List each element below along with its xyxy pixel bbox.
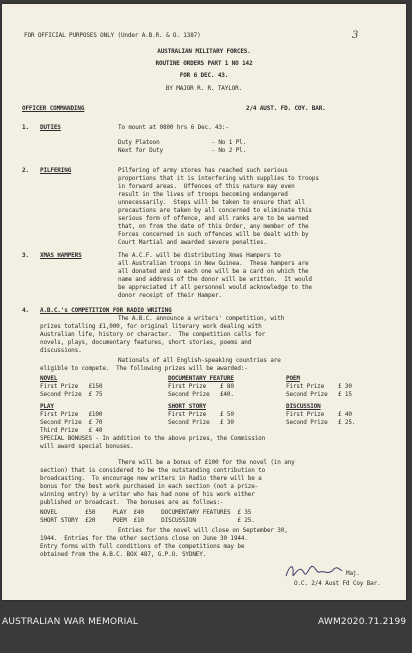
section-line: precautions are taken by all concerned to eliminate this bbox=[118, 207, 312, 214]
section-title: DUTIES bbox=[40, 124, 61, 131]
bonus-line: SHORT STORY £20 POEM £10 DISCUSSION £ 25. bbox=[40, 517, 255, 524]
section-line: in forward areas. Offences of this nature may even bbox=[118, 183, 295, 190]
section-line: novels, plays, documentary features, short stories, poems and bbox=[40, 339, 252, 346]
signature-rank: Maj. bbox=[346, 570, 360, 577]
prize-category: DISCUSSION bbox=[286, 403, 321, 410]
signature-title: O.C. 2/4 Aust Fd Coy Bar. bbox=[294, 580, 381, 587]
prize-row: First Prize £ 40 bbox=[286, 411, 352, 418]
signature-scribble bbox=[284, 560, 344, 582]
section-line: Australian life, history or character. The competition calls for bbox=[40, 331, 266, 338]
prize-row: Second Prize £ 30 bbox=[168, 419, 234, 426]
section-line: unnecessarily. Steps will be taken to ensure that all bbox=[118, 199, 305, 206]
section-number: 1. bbox=[22, 124, 29, 131]
prize-row: First Prize £100 bbox=[40, 411, 103, 418]
orders-title: ROUTINE ORDERS PART 1 NO 142 bbox=[155, 60, 253, 67]
bonus-line: NOVEL £50 PLAY £40 DOCUMENTARY FEATURES £ 35 bbox=[40, 509, 252, 516]
prize-category: DOCUMENTARY FEATURE bbox=[168, 375, 234, 382]
section-line: that, on from the date of this Order, any member of the bbox=[118, 223, 309, 230]
section-line: prizes totalling £1,000, for original literary work dealing with bbox=[40, 323, 262, 330]
prize-row: Third Prize £ 40 bbox=[40, 427, 103, 434]
closing-paragraph: Entries for the novel will close on September 30, bbox=[118, 527, 288, 534]
section-line: name and address of the donor will be written. It would bbox=[118, 276, 312, 283]
section-title: PILFERING bbox=[40, 167, 72, 174]
prize-row: Second Prize £ 15 bbox=[286, 391, 352, 398]
section-line: eligible to compete. The following prizes will be awarded:- bbox=[40, 365, 248, 372]
special-bonuses: SPECIAL BONUSES - In addition to the above prizes, the Commission bbox=[40, 435, 266, 442]
bonus-paragraph: winning entry) by a writer who has had none of his work either bbox=[40, 491, 255, 498]
prize-row: Second Prize £ 75 bbox=[40, 391, 103, 398]
force-title: AUSTRALIAN MILITARY FORCES. bbox=[157, 48, 251, 55]
closing-paragraph: obtained from the A.B.C. BOX 487, G.P.O. SYDNEY. bbox=[40, 551, 207, 558]
section-line: The A.B.C. announce a writers' competition, with bbox=[118, 315, 285, 322]
officer-commanding: OFFICER COMMANDING bbox=[22, 105, 85, 112]
closing-paragraph: Entry forms with full conditions of the competitions may be bbox=[40, 543, 245, 550]
section-line: be appreciated if all personnel would acknowledge to the bbox=[118, 284, 312, 291]
header-note: FOR OFFICIAL PURPOSES ONLY (Under A.B.R. & O. 1387) bbox=[24, 32, 201, 39]
section-line: donor receipt of their Hamper. bbox=[118, 292, 222, 299]
prize-row: Second Prize £ 25. bbox=[286, 419, 356, 426]
section-line: discussions. bbox=[40, 347, 82, 354]
footer-source: AUSTRALIAN WAR MEMORIAL bbox=[2, 617, 139, 627]
section-line: The A.C.F. will be distributing Xmas Hampers to bbox=[118, 252, 281, 259]
prize-row: First Prize £ 80 bbox=[168, 383, 234, 390]
footer-bar bbox=[0, 605, 412, 653]
prize-row: Second Prize £ 70 bbox=[40, 419, 103, 426]
section-line: Court Martial and awarded severe penalties. bbox=[118, 239, 267, 246]
section-line: proportions that it is interfering with supplies to troops bbox=[118, 175, 319, 182]
section-line: Pilfering of army stores has reached such serious bbox=[118, 167, 288, 174]
document-page bbox=[2, 4, 406, 600]
prize-row: Second Prize £40. bbox=[168, 391, 234, 398]
orders-date: FOR 6 DEC. 43. bbox=[179, 72, 229, 79]
section-line: serious form of offence, and all ranks are to be warned bbox=[118, 215, 309, 222]
section-line: Next for Duty - No 2 Pl. bbox=[118, 147, 247, 154]
prize-category: PLAY bbox=[40, 403, 54, 410]
section-line: result in the lives of troops becoming endangered bbox=[118, 191, 288, 198]
section-number: 2. bbox=[22, 167, 29, 174]
section-line: Forces concerned in such offences will be dealt with by bbox=[118, 231, 309, 238]
bonus-paragraph: There will be a bonus of £100 for the novel (in any bbox=[118, 459, 295, 466]
bonus-paragraph: broadcasting. To encourage new writers in Radio there will be a bbox=[40, 475, 262, 482]
prize-row: First Prize £ 50 bbox=[168, 411, 234, 418]
section-number: 3. bbox=[22, 252, 29, 259]
bonus-paragraph: published or broadcast. The bonuses are as follows:- bbox=[40, 499, 224, 506]
prize-category: POEM bbox=[286, 375, 300, 382]
bonus-paragraph: bonus for the best work purchased in each section (not a prize- bbox=[40, 483, 259, 490]
section-title: XMAS HAMPERS bbox=[40, 252, 82, 259]
section-line: Duty Platoon - No 1 Pl. bbox=[118, 139, 247, 146]
section-line: all donated and in each one will be a card on which the bbox=[118, 268, 309, 275]
prize-category: NOVEL bbox=[40, 375, 58, 382]
section-line: all Australian troops in New Guinea. These hampers are bbox=[118, 260, 309, 267]
section-line: To mount at 0800 hrs 6 Dec. 43:- bbox=[118, 124, 229, 131]
page-number: 3 bbox=[352, 30, 359, 41]
prize-row: First Prize £ 30 bbox=[286, 383, 352, 390]
unit-heading: 2/4 AUST. FD. COY. BAR. bbox=[246, 105, 326, 112]
bonus-paragraph: section) that is considered to be the outstanding contribution to bbox=[40, 467, 266, 474]
section-line: Nationals of all English-speaking countries are bbox=[118, 357, 281, 364]
footer-accession: AWM2020.71.2199 bbox=[318, 617, 407, 627]
closing-paragraph: 1944. Entries for the other sections close on June 30 1944. bbox=[40, 535, 248, 542]
section-number: 4. bbox=[22, 307, 29, 314]
orders-by: BY MAJOR R. R. TAYLOR. bbox=[165, 85, 243, 92]
prize-category: SHORT STORY bbox=[168, 403, 207, 410]
special-bonuses: will award special bonuses. bbox=[40, 443, 134, 450]
prize-row: First Prize £150 bbox=[40, 383, 103, 390]
section-title: A.B.C.'s COMPETITION FOR RADIO WRITING bbox=[40, 307, 172, 314]
